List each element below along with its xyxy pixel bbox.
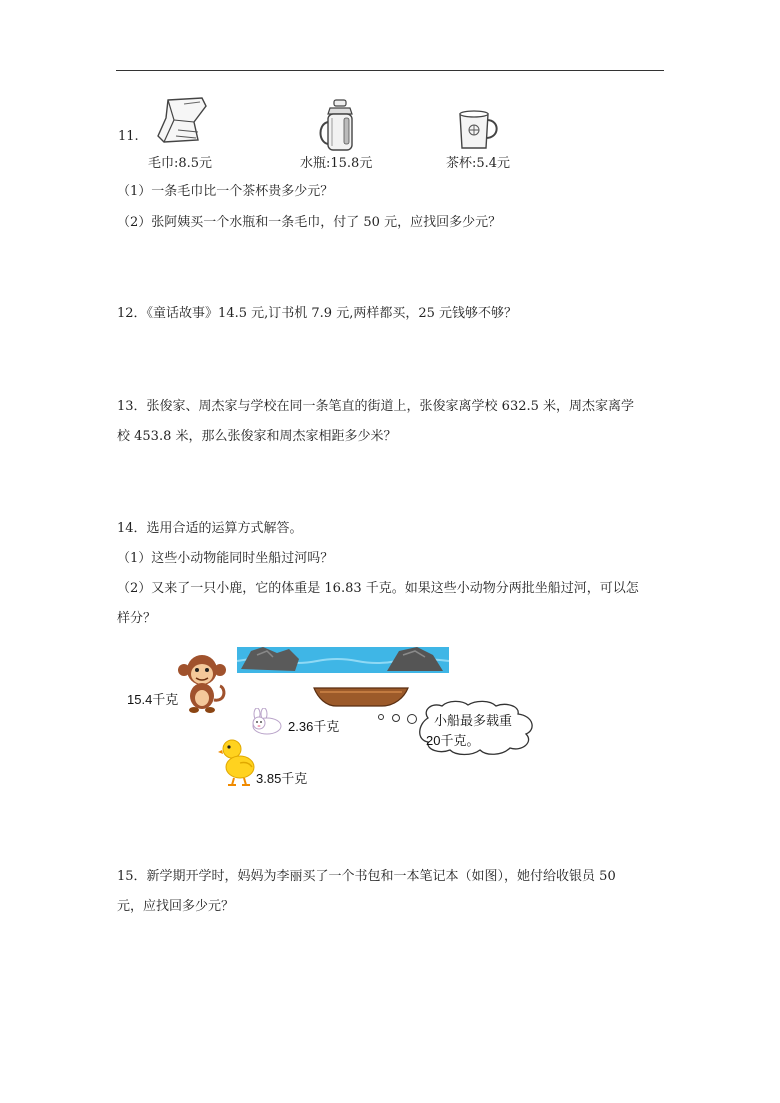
thought-bubble <box>376 700 542 758</box>
duck-illustration <box>218 737 258 787</box>
header-rule <box>116 70 664 71</box>
question-12: 12．《童话故事》14.5 元,订书机 7.9 元,两样都买，25 元钱够不够？ <box>117 306 517 321</box>
question-14-part-2-line-2: 样分？ <box>117 611 157 626</box>
question-13-line-1: 13．张俊家、周杰家与学校在同一条笔直的街道上，张俊家离学校 632.5 米，周杰家离学 <box>117 399 635 414</box>
question-11-number: 11. <box>118 129 139 144</box>
monkey-illustration <box>176 652 228 714</box>
question-15-line-2: 元，应找回多少元？ <box>117 899 235 914</box>
thought-bubble-line-2: 20千克。 <box>426 733 480 748</box>
monkey-weight-label: 15.4千克 <box>127 692 179 707</box>
river-illustration <box>237 643 449 677</box>
question-13-line-2: 校 453.8 米，那么张俊家和周杰家相距多少米？ <box>117 429 397 444</box>
question-11-part-1: （1）一条毛巾比一个茶杯贵多少元？ <box>117 184 334 199</box>
thermos-icon <box>318 98 364 154</box>
question-11-part-2: （2）张阿姨买一个水瓶和一条毛巾，付了 50 元，应找回多少元？ <box>117 215 502 230</box>
question-14-part-2-line-1: （2）又来了一只小鹿，它的体重是 16.83 千克。如果这些小动物分两批坐船过河，可以怎 <box>117 581 639 596</box>
question-15-line-1: 15．新学期开学时，妈妈为李丽买了一个书包和一本笔记本（如图），她付给收银员 50 <box>117 869 616 884</box>
tea-cup-price-label: 茶杯:5.4元 <box>446 156 511 171</box>
rabbit-weight-label: 2.36千克 <box>288 719 340 734</box>
rabbit-illustration <box>247 708 283 736</box>
towel-icon <box>154 96 210 146</box>
question-14-part-1: （1）这些小动物能同时坐船过河吗？ <box>117 551 334 566</box>
question-14-line-1: 14．选用合适的运算方式解答。 <box>117 521 303 536</box>
tea-cup-icon <box>456 108 502 152</box>
thought-bubble-line-1: 小船最多载重 <box>434 713 513 728</box>
duck-weight-label: 3.85千克 <box>256 771 308 786</box>
towel-price-label: 毛巾:8.5元 <box>148 156 213 171</box>
thermos-price-label: 水瓶:15.8元 <box>300 156 373 171</box>
